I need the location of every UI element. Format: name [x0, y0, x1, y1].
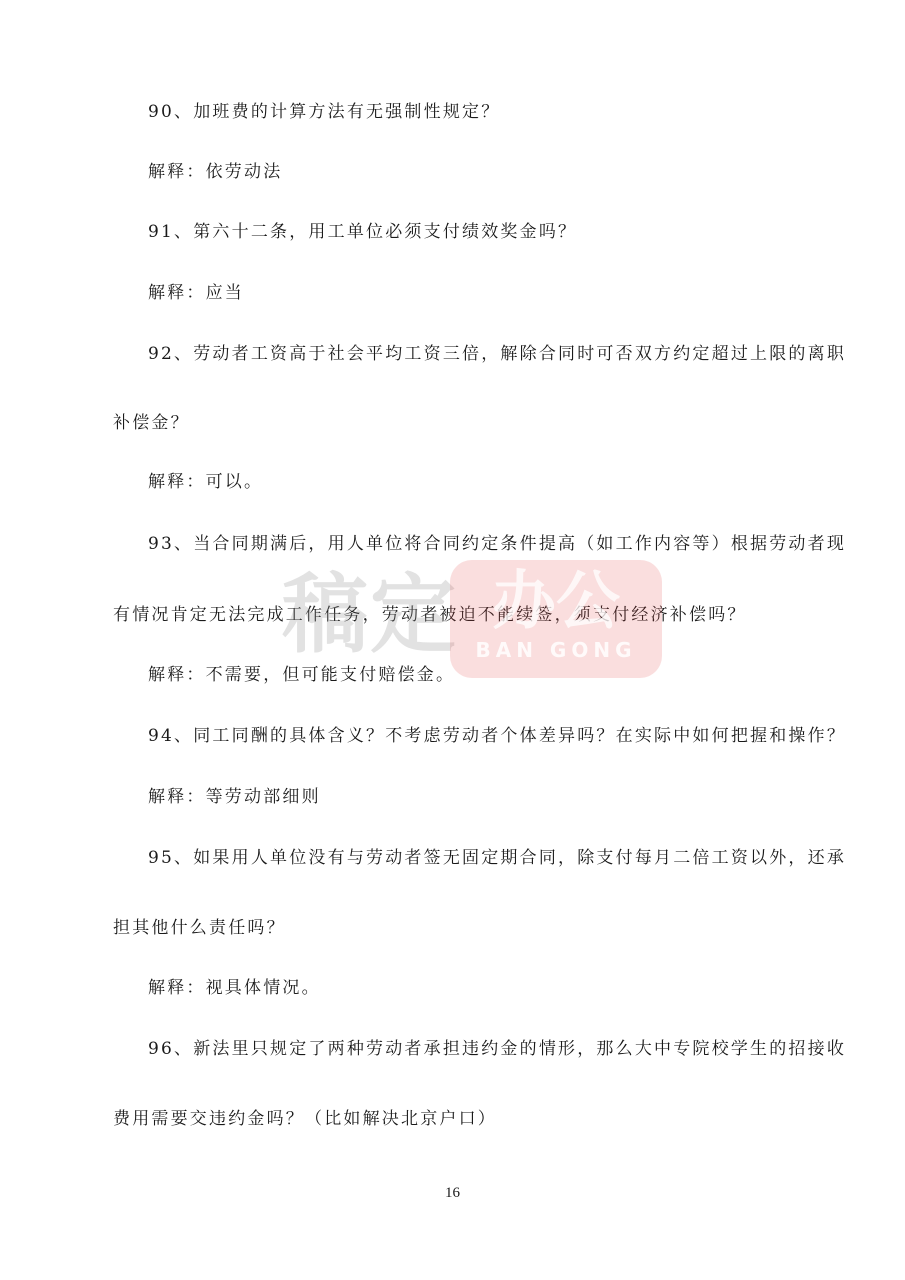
answer-91: 解释：应当	[148, 283, 244, 303]
answer-93: 解释：不需要，但可能支付赔偿金。	[148, 665, 456, 685]
question-96-line1: 96、新法里只规定了两种劳动者承担违约金的情形，那么大中专院校学生的招接收	[148, 1039, 847, 1059]
watermark-box-text: 办公	[492, 565, 620, 639]
question-95-line2: 担其他什么责任吗？	[113, 918, 286, 938]
answer-95: 解释：视具体情况。	[148, 978, 321, 998]
question-90: 90、加班费的计算方法有无强制性规定？	[148, 102, 501, 122]
answer-92: 解释：可以。	[148, 472, 264, 492]
watermark-left-text: 稿定	[282, 565, 458, 665]
question-95-line1: 95、如果用人单位没有与劳动者签无固定期合同，除支付每月二倍工资以外，还承	[148, 848, 847, 868]
question-93-line2: 有情况肯定无法完成工作任务，劳动者被迫不能续签，须支付经济补偿吗？	[113, 605, 747, 625]
question-94: 94、同工同酬的具体含义？不考虑劳动者个体差异吗？在实际中如何把握和操作？	[148, 726, 847, 746]
answer-94: 解释：等劳动部细则	[148, 787, 321, 807]
question-92-line2: 补偿金？	[113, 413, 190, 433]
watermark-box	[450, 560, 662, 678]
question-92-line1: 92、劳动者工资高于社会平均工资三倍，解除合同时可否双方约定超过上限的离职	[148, 344, 847, 364]
question-91: 91、第六十二条，用工单位必须支付绩效奖金吗？	[148, 222, 578, 242]
watermark-logo	[282, 560, 662, 678]
page-number: 16	[445, 1185, 460, 1201]
question-93-line1: 93、当合同期满后，用人单位将合同约定条件提高（如工作内容等）根据劳动者现	[148, 534, 847, 554]
watermark-box-subtext: BAN GONG	[475, 638, 637, 662]
question-96-line2: 费用需要交违约金吗？（比如解决北京户口）	[113, 1109, 497, 1129]
answer-90: 解释：依劳动法	[148, 162, 283, 182]
